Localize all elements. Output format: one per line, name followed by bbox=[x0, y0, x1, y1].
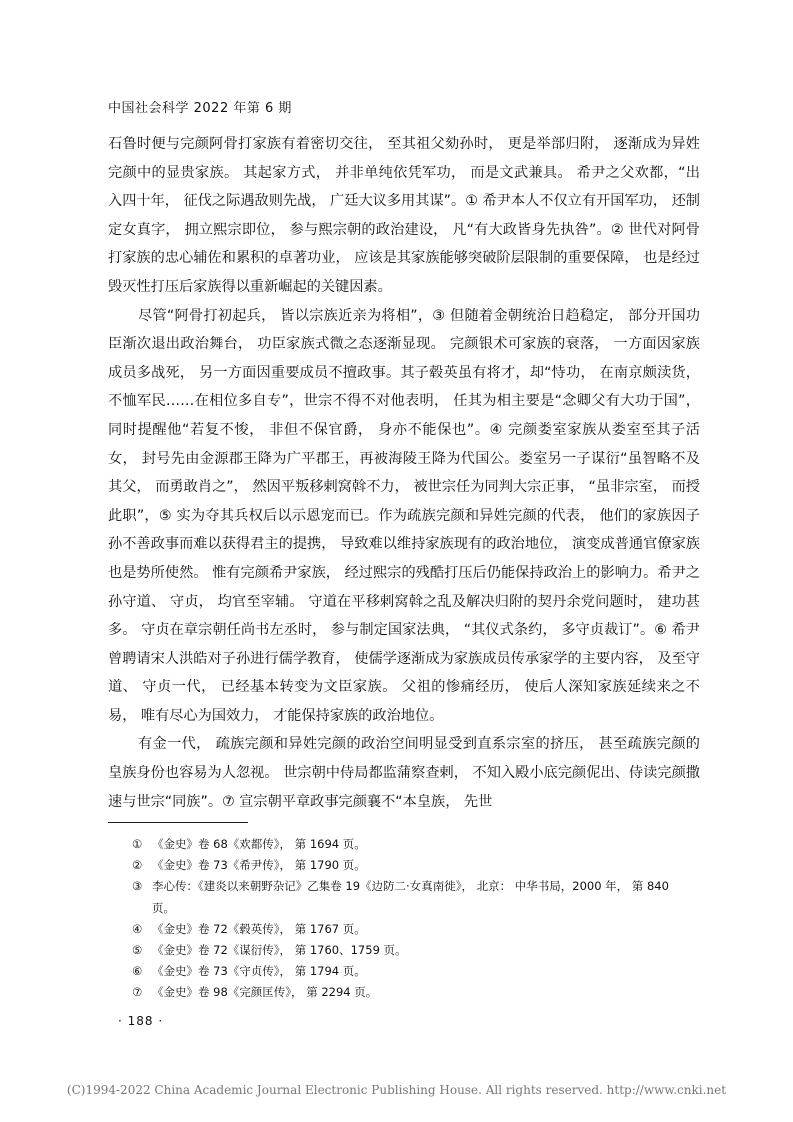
paragraph: 尽管“阿骨打初起兵， 皆以宗族近亲为将相”，③ 但随着金朝统治日趋稳定， 部分开国功臣渐次退出政治舞台， 功臣家族式微之态逐渐显现。 完颜银术可家族的衰落， 一方面因家族成员多战死， 另一方面因重要成员不擅政事。其子毂英虽有将才，却“恃功， 在南京颇渎货， 不恤军民……在相位多自专”，世宗不得不对他表明， 任其为相主要是“念卿父有大功于国”， 同时提醒他“若复不悛， 非但不保官爵， 身亦不能保也”。④ 完颜娄室家族从娄室至其子活女， 封号先由金源郡王降为广平郡王，再被海陵王降为代国公。娄室另一子谋衍“虽智略不及其父， 而勇敢肖之”， 然因平叛移剌窝斡不力， 被世宗任为同判大宗正事， “虽非宗室， 而授此职”，⑤ 实为夺其兵权后以示恩宠而已。作为疏族完颜和异姓完颜的代表， 他们的家族因子孙不善政事而难以获得君主的提携， 导致难以维持家族现有的政治地位， 演变成普通官僚家族也是势所使然。 惟有完颜希尹家族， 经过熙宗的残酷打压后仍能保持政治上的影响力。希尹之孙守道、 守贞， 均官至宰辅。 守道在平移剌窝斡之乱及解决归附的契丹余党问题时， 建功甚多。 守贞在章宗朝任尚书左丞时， 参与制定国家法典， “其仪式条约， 多守贞裁订”。⑥ 希尹曾聘请宋人洪皓对子孙进行儒学教育， 使儒学逐渐成为家族成员传承家学的主要内容， 及至守道、 守贞一代， 已经基本转变为文臣家族。 父祖的惨痛经历， 使后人深知家族延续来之不易， 唯有尽心为国效力， 才能保持家族的政治地位。 bbox=[108, 307, 700, 724]
footnote bbox=[132, 982, 692, 1003]
footnote-mark: ⑦ bbox=[132, 985, 143, 1000]
footnote-mark: ① bbox=[132, 837, 143, 851]
footnote bbox=[132, 940, 692, 961]
footnote-text: 《金史》卷 68《欢都传》， 第 1694 页。 bbox=[152, 837, 366, 851]
page-number: · 188 · bbox=[118, 1014, 164, 1028]
footnote-text: 《金史》卷 72《毂英传》， 第 1767 页。 bbox=[152, 921, 366, 936]
footnote-mark: ③ bbox=[132, 879, 143, 894]
footnote-text: 《金史》卷 73《守贞传》， 第 1794 页。 bbox=[152, 964, 366, 979]
footnote-text: 《金史》卷 72《谋衍传》， 第 1760、1759 页。 bbox=[152, 943, 407, 958]
article-body bbox=[108, 130, 700, 816]
paragraph: 石鲁时便与完颜阿骨打家族有着密切交往， 至其祖父劾孙时， 更是举部归附， 逐渐成为异姓完颜中的显贵家族。 其起家方式， 并非单纯依凭军功， 而是文武兼具。 希尹之父欢都，“出入四十年， 征伐之际遇敌则先战， 广廷大议多用其谋”。① 希尹本人不仅立有开国军功， 还制定女真字， 拥立熙宗即位， 参与熙宗朝的政治建设， 凡“有大政皆身先执咎”。② 世代对阿骨打家族的忠心辅佐和累积的卓著功业， 应该是其家族能够突破阶层限制的重要保障， 也是经过毁灭性打压后家族得以重新崛起的关键因素。 bbox=[108, 136, 700, 295]
footnote bbox=[132, 834, 692, 855]
footnotes bbox=[132, 834, 692, 1004]
footnote-text: 《金史》卷 73《希尹传》， 第 1790 页。 bbox=[152, 858, 366, 873]
footnote-text: 李心传：《建炎以来朝野杂记》乙集卷 19《边防二·女真南徙》， 北京： 中华书局，2000 年， 第 840 页。 bbox=[152, 879, 669, 915]
paragraph: 有金一代， 疏族完颜和异姓完颜的政治空间明显受到直系宗室的挤压， 甚至疏族完颜的皇族身份也容易为人忽视。 世宗朝中侍局都监蒲察查剌， 不知入殿小底完颜伲出、侍读完颜撒速与世宗“同族”。⑦ 宣宗朝平章政事完颜襄不“本皇族， 先世 bbox=[108, 736, 700, 810]
footnote-mark: ④ bbox=[132, 921, 143, 936]
running-header: 中国社会科学 2022 年第 6 期 bbox=[108, 101, 292, 116]
copyright-notice: (C)1994-2022 China Academic Journal Electronic Publishing House. All rights reserved. http://www.cnki.net bbox=[66, 1083, 727, 1097]
footnote bbox=[132, 919, 692, 940]
footnote-text: 《金史》卷 98《完颜匡传》， 第 2294 页。 bbox=[152, 985, 378, 1000]
footnote-mark: ② bbox=[132, 858, 143, 873]
footnote-mark: ⑤ bbox=[132, 943, 143, 958]
footnote-mark: ⑥ bbox=[132, 964, 143, 979]
footnote bbox=[132, 855, 692, 876]
footnote bbox=[132, 961, 692, 982]
footnote-divider bbox=[108, 822, 248, 823]
footnote bbox=[132, 876, 692, 918]
